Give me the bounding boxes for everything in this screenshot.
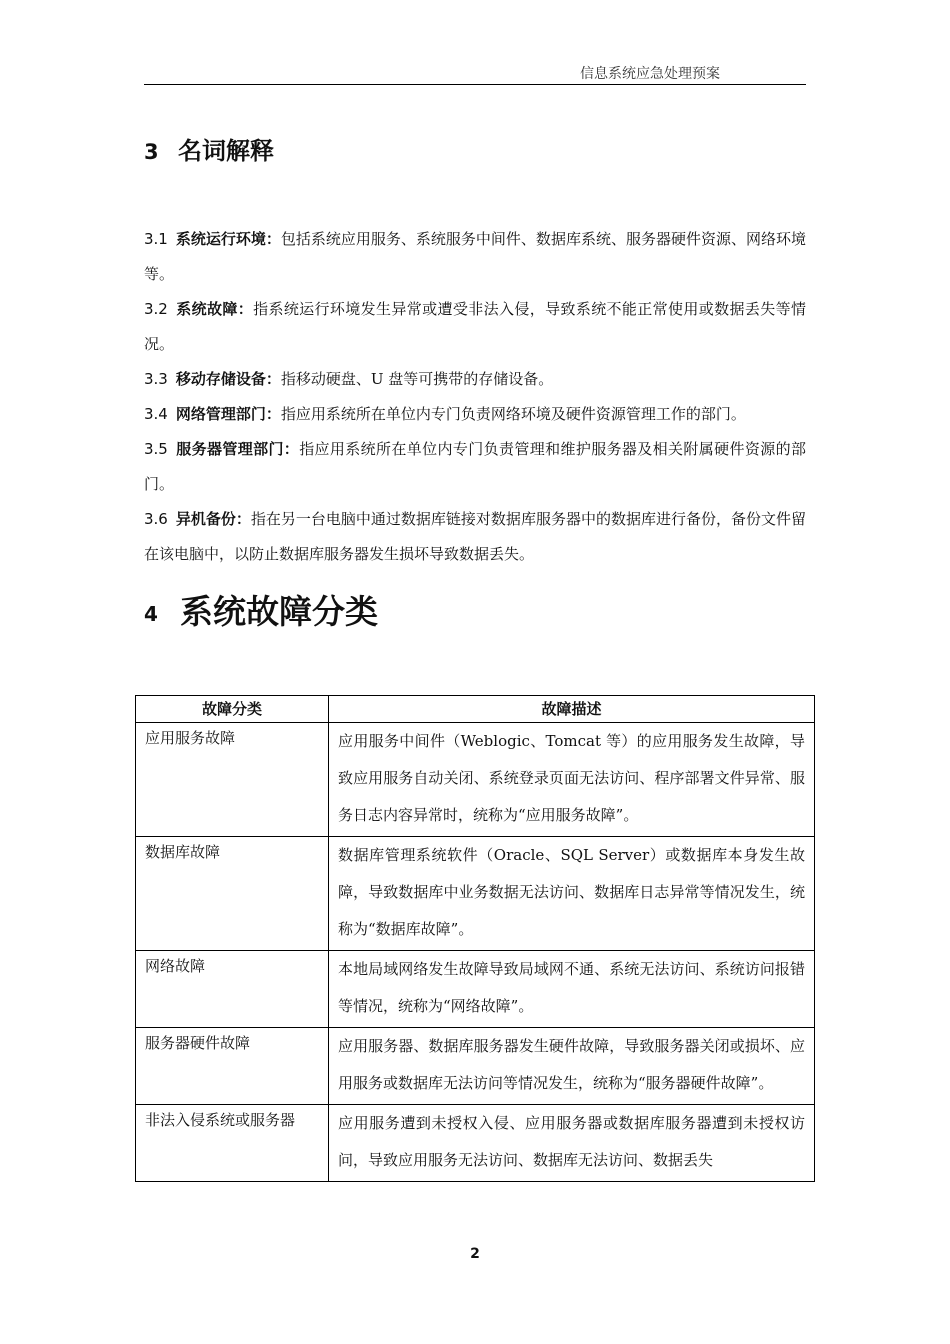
- definition-number: 3.3: [144, 370, 168, 388]
- page-number: 2: [470, 1246, 480, 1262]
- definition-number: 3.4: [144, 405, 168, 423]
- fault-description: 应用服务器、数据库服务器发生硬件故障，导致服务器关闭或损坏、应用服务或数据库无法访问等情况发生，统称为“服务器硬件故障”。: [329, 1028, 815, 1105]
- definition-item: [144, 397, 806, 432]
- table-header-row: [136, 696, 815, 723]
- section-4-number: 4: [144, 601, 158, 626]
- definition-number: 3.2: [144, 300, 168, 318]
- fault-description: 本地局域网络发生故障导致局域网不通、系统无法访问、系统访问报错等情况，统称为“网络故障”。: [329, 951, 815, 1028]
- table-row: [136, 951, 815, 1028]
- section-3-number: 3: [144, 140, 159, 164]
- fault-category: 服务器硬件故障: [136, 1028, 329, 1105]
- header-rule: [144, 84, 806, 85]
- running-header: 信息系统应急处理预案: [580, 66, 720, 82]
- table-row: [136, 723, 815, 837]
- definition-text: 指应用系统所在单位内专门负责网络环境及硬件资源管理工作的部门。: [280, 405, 746, 423]
- table-row: [136, 837, 815, 951]
- definition-number: 3.1: [144, 230, 168, 248]
- fault-category: 网络故障: [136, 951, 329, 1028]
- fault-description: 数据库管理系统软件（Oracle、SQL Server）或数据库本身发生故障，导致数据库中业务数据无法访问、数据库日志异常等情况发生，统称为“数据库故障”。: [329, 837, 815, 951]
- definition-number: 3.5: [144, 440, 168, 458]
- definition-number: 3.6: [144, 510, 168, 528]
- definition-item: [144, 502, 806, 572]
- table-row: [136, 1028, 815, 1105]
- fault-description: 应用服务中间件（Weblogic、Tomcat 等）的应用服务发生故障，导致应用服务自动关闭、系统登录页面无法访问、程序部署文件异常、服务日志内容异常时，统称为“应用服务故障”。: [329, 723, 815, 837]
- definition-item: [144, 362, 806, 397]
- definition-term: 网络管理部门：: [175, 405, 281, 423]
- definition-term: 异机备份：: [175, 510, 251, 528]
- definition-text: 包括系统应用服务、系统服务中间件、数据库系统、服务器硬件资源、网络环境等。: [144, 230, 806, 283]
- definition-term: 系统运行环境：: [175, 230, 281, 248]
- definition-item: [144, 432, 806, 502]
- section-3-heading: [144, 131, 274, 166]
- section-4-title: 系统故障分类: [180, 592, 378, 631]
- fault-category: 应用服务故障: [136, 723, 329, 837]
- column-header-category: 故障分类: [136, 696, 329, 723]
- definition-text: 指应用系统所在单位内专门负责管理和维护服务器及相关附属硬件资源的部门。: [144, 440, 806, 493]
- definition-term: 移动存储设备：: [175, 370, 281, 388]
- fault-category: 非法入侵系统或服务器: [136, 1105, 329, 1182]
- definition-text: 指在另一台电脑中通过数据库链接对数据库服务器中的数据库进行备份，备份文件留在该电脑中，以防止数据库服务器发生损坏导致数据丢失。: [144, 510, 806, 563]
- definitions-list: [144, 222, 806, 572]
- fault-classification-table: [135, 695, 815, 1182]
- column-header-description: 故障描述: [329, 696, 815, 723]
- definition-term: 系统故障：: [175, 300, 254, 318]
- fault-description: 应用服务遭到未授权入侵、应用服务器或数据库服务器遭到未授权访问，导致应用服务无法访问、数据库无法访问、数据丢失: [329, 1105, 815, 1182]
- definition-item: [144, 222, 806, 292]
- table-row: [136, 1105, 815, 1182]
- definition-term: 服务器管理部门：: [175, 440, 300, 458]
- section-3-title: 名词解释: [178, 137, 274, 165]
- definition-text: 指系统运行环境发生异常或遭受非法入侵，导致系统不能正常使用或数据丢失等情况。: [144, 300, 806, 353]
- section-4-heading: [144, 586, 378, 633]
- definition-item: [144, 292, 806, 362]
- definition-text: 指移动硬盘、U 盘等可携带的存储设备。: [280, 370, 554, 388]
- fault-category: 数据库故障: [136, 837, 329, 951]
